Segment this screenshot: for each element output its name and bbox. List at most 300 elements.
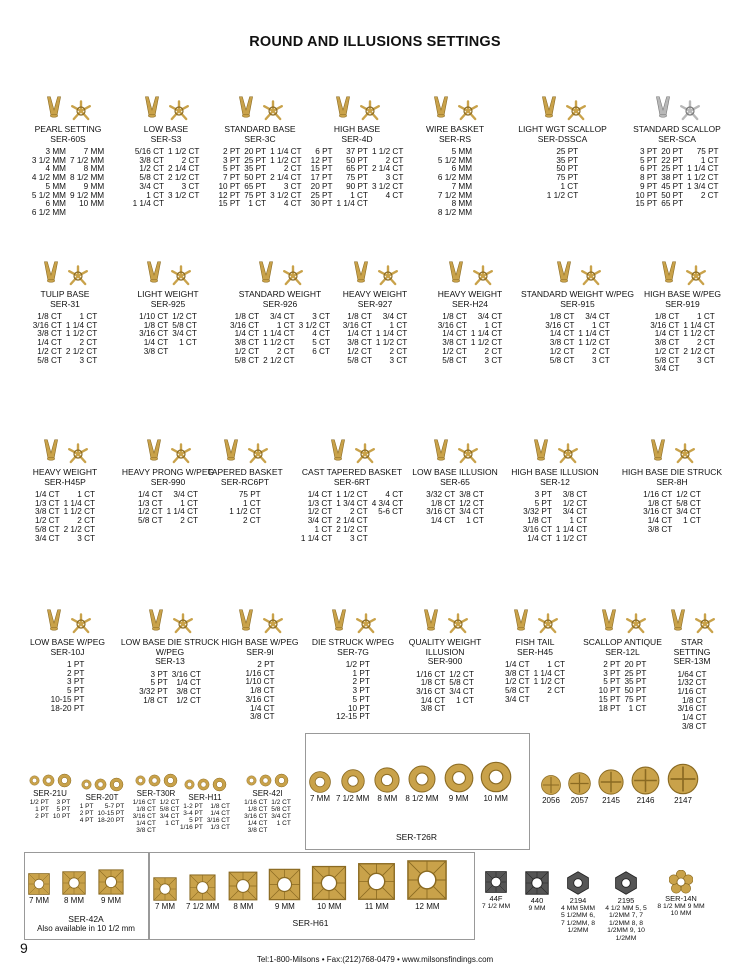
size-value: 1/16 CT bbox=[244, 798, 268, 806]
size-value: 10-15 PT bbox=[50, 694, 85, 704]
size-value: 18-20 PT bbox=[97, 816, 125, 824]
size-value: 3/8 CT bbox=[136, 826, 156, 834]
size-value: 1 CT bbox=[146, 190, 164, 200]
size-value: 12 PT bbox=[218, 190, 241, 200]
setting-code: SER-RS bbox=[438, 133, 472, 144]
size-value: 1/4 CT bbox=[549, 329, 575, 339]
size-list bbox=[205, 148, 315, 209]
size-value: 1/4 CT bbox=[176, 678, 201, 688]
setting-item bbox=[312, 85, 402, 209]
size-list bbox=[520, 313, 635, 365]
t26r-size-label: 10 MM bbox=[483, 794, 508, 803]
small-code: SER-20T bbox=[85, 793, 119, 802]
disc-icon bbox=[630, 765, 661, 796]
size-value: 3/16 CT bbox=[171, 669, 201, 679]
size-value: 1 CT bbox=[314, 524, 333, 534]
size-value: 3/16 CT bbox=[206, 816, 230, 824]
size-value: 1 CT bbox=[79, 312, 98, 321]
size-value: 2 1/2 CT bbox=[683, 346, 715, 356]
button-label: 2145 bbox=[602, 796, 620, 805]
size-value: 1/2 CT bbox=[562, 498, 588, 508]
size-value: 3/4 CT bbox=[307, 516, 333, 526]
ser-h61-size: 7 MM bbox=[155, 902, 175, 911]
setting-code: SER-H45 bbox=[517, 646, 553, 657]
button-setting-cell bbox=[597, 768, 625, 805]
size-value: 1/10 CT bbox=[139, 312, 169, 321]
size-value: 5 PT bbox=[223, 164, 241, 174]
size-value: 1/8 CT bbox=[234, 312, 260, 321]
setting-name: HEAVY WEIGHT bbox=[32, 467, 98, 477]
setting-name: FISH TAIL bbox=[515, 637, 555, 647]
page-title: ROUND AND ILLUSIONS SETTINGS bbox=[249, 34, 501, 50]
product-photo bbox=[330, 250, 420, 288]
size-value: 1 3/4 CT bbox=[336, 498, 368, 508]
size-value: 5/8 CT bbox=[159, 805, 180, 813]
setting-code: SER-60S bbox=[50, 133, 86, 144]
size-value: 3/8 CT bbox=[562, 490, 588, 499]
size-value: 25 PT bbox=[661, 164, 684, 174]
size-value: 4 3/4 CT bbox=[371, 498, 404, 508]
product-photo bbox=[220, 598, 300, 636]
setting-code: SER-4D bbox=[341, 133, 373, 144]
size-list bbox=[118, 491, 218, 526]
size-value: 3 PT bbox=[603, 668, 621, 678]
ser-t26r-code: SER-T26R bbox=[395, 832, 438, 842]
size-value: 1 CT bbox=[569, 516, 588, 526]
size-value: 1 CT bbox=[683, 516, 701, 526]
ser-h61-cell bbox=[405, 858, 449, 911]
disc-icon bbox=[373, 766, 401, 794]
disc-icon bbox=[135, 775, 146, 786]
size-value: 25 PT bbox=[244, 155, 267, 165]
size-value: 2 1/4 CT bbox=[270, 173, 302, 183]
size-value: 6 PT bbox=[315, 147, 333, 156]
product-photo bbox=[118, 85, 214, 123]
setting-name: WIRE BASKET bbox=[425, 124, 485, 134]
size-value: 1 1/2 CT bbox=[65, 329, 98, 339]
size-value: 3/32 PT bbox=[139, 686, 168, 696]
setting-icon bbox=[430, 434, 452, 466]
size-list bbox=[625, 313, 740, 374]
size-value: 1 1/2 CT bbox=[63, 507, 95, 517]
setting-top-icon bbox=[556, 442, 580, 466]
small-code: SER-H11 bbox=[188, 793, 222, 802]
size-value: 2 PT bbox=[35, 812, 49, 820]
small-setting-item bbox=[180, 776, 230, 831]
small-setting-item bbox=[240, 772, 295, 834]
size-list bbox=[612, 148, 742, 209]
size-value: 3/16 CT bbox=[342, 320, 372, 330]
size-value: 10-15 PT bbox=[97, 809, 125, 817]
misc-row bbox=[478, 870, 706, 942]
square-setting-icon bbox=[613, 870, 639, 896]
ser-h61-size: 8 MM bbox=[233, 902, 254, 911]
setting-top-icon bbox=[261, 99, 285, 123]
setting-icon bbox=[530, 434, 552, 466]
setting-name: DIE STRUCK W/PEG bbox=[311, 637, 395, 647]
size-value: 2 CT bbox=[79, 338, 98, 348]
setting-code: SER-915 bbox=[560, 298, 595, 309]
size-value: 1 1/4 CT bbox=[65, 320, 98, 330]
setting-top-icon bbox=[456, 442, 480, 466]
setting-top-icon bbox=[624, 612, 648, 636]
square-setting-icon bbox=[188, 873, 217, 902]
size-value: 1/2 CT bbox=[138, 507, 163, 517]
misc-label: 44F bbox=[489, 894, 503, 903]
setting-item bbox=[115, 598, 225, 705]
size-value: 1/16 CT bbox=[643, 490, 673, 499]
setting-icon bbox=[598, 604, 620, 636]
size-value: 1/2 CT bbox=[505, 677, 530, 687]
setting-item bbox=[220, 598, 300, 722]
setting-code: SER-3C bbox=[244, 133, 276, 144]
size-value: 3/16 CT bbox=[643, 507, 673, 517]
size-value: 1/2 CT bbox=[449, 669, 474, 679]
size-value: 3 CT bbox=[312, 312, 330, 321]
size-value: 7 MM bbox=[83, 147, 105, 156]
setting-code: SER-13M bbox=[673, 656, 711, 666]
setting-item bbox=[520, 250, 635, 365]
setting-icon bbox=[327, 434, 349, 466]
size-value: 1 1/4 CT bbox=[533, 668, 565, 678]
size-value: 1/2 CT bbox=[37, 346, 62, 356]
size-value: 22 PT bbox=[661, 155, 684, 165]
size-value: 18 PT bbox=[598, 703, 621, 713]
size-value: 1/2 CT bbox=[459, 498, 484, 508]
size-list bbox=[575, 661, 670, 713]
size-value: 5 MM bbox=[451, 147, 473, 156]
setting-item bbox=[330, 250, 420, 365]
size-value: 1/4 CT bbox=[430, 516, 456, 526]
size-value: 1/8 CT bbox=[527, 516, 552, 526]
setting-icon bbox=[420, 604, 442, 636]
setting-code: SER-927 bbox=[357, 298, 393, 309]
size-value: 2 PT bbox=[67, 668, 85, 678]
setting-top-icon bbox=[353, 442, 377, 466]
size-value: 2 PT bbox=[352, 677, 370, 687]
size-value: 2 CT bbox=[700, 190, 719, 200]
size-value: 50 PT bbox=[346, 155, 368, 165]
size-value: 3 CT bbox=[592, 355, 610, 365]
size-value: 3/16 CT bbox=[245, 694, 275, 704]
size-value: 10 PT bbox=[598, 686, 621, 696]
size-value: 3 CT bbox=[484, 355, 503, 365]
size-value: 3/4 CT bbox=[172, 329, 197, 339]
disc-icon bbox=[340, 768, 366, 794]
misc-label: 2195 bbox=[617, 896, 635, 905]
ser-h61-size: 10 MM bbox=[317, 902, 342, 911]
size-value: 1 CT bbox=[242, 498, 261, 508]
size-value: 5/8 CT bbox=[37, 355, 62, 365]
disc-icon bbox=[567, 771, 592, 796]
size-value: 1 1/2 CT bbox=[546, 190, 579, 200]
setting-code: SER-919 bbox=[665, 298, 700, 309]
size-value: 2 1/2 CT bbox=[65, 346, 98, 356]
disc-icon bbox=[29, 775, 40, 786]
ser-h61-cell bbox=[310, 864, 348, 911]
size-value: 1/2 PT bbox=[29, 798, 49, 806]
setting-icon bbox=[40, 434, 62, 466]
disc-icon bbox=[81, 779, 92, 790]
size-value: 3/16 CT bbox=[426, 507, 456, 517]
size-value: 1/4 CT bbox=[420, 695, 446, 705]
size-value: 5/8 CT bbox=[139, 173, 164, 183]
size-value: 3 1/2 MM bbox=[31, 155, 66, 165]
size-value: 75 PT bbox=[244, 190, 267, 200]
t26r-size-label: 8 MM bbox=[377, 794, 398, 803]
setting-item bbox=[20, 598, 115, 713]
size-value: 1/3 CT bbox=[138, 498, 163, 508]
size-value: 4 CT bbox=[385, 490, 404, 499]
size-value: 3/4 CT bbox=[449, 686, 474, 696]
setting-icon bbox=[647, 434, 669, 466]
size-value: 1/2 CT bbox=[307, 507, 333, 517]
size-value: 2 CT bbox=[276, 346, 295, 356]
size-value: 6 1/2 MM bbox=[437, 173, 473, 183]
disc-icon bbox=[184, 779, 195, 790]
size-value: 20 PT bbox=[244, 147, 267, 156]
size-value bbox=[168, 200, 199, 209]
setting-top-icon bbox=[261, 612, 285, 636]
setting-icon bbox=[430, 91, 452, 123]
size-value: 1 CT bbox=[165, 819, 180, 827]
size-value: 3/4 CT bbox=[585, 312, 610, 321]
product-photo bbox=[20, 250, 110, 288]
setting-top-icon bbox=[678, 99, 702, 123]
size-value: 1/8 CT bbox=[247, 805, 268, 813]
small-size-list bbox=[240, 799, 295, 834]
size-value: 10 MM bbox=[79, 199, 105, 209]
product-photo bbox=[612, 85, 742, 123]
ser-h61-cell bbox=[186, 873, 219, 911]
size-value: 1 CT bbox=[466, 516, 484, 526]
t26r-size-cell bbox=[479, 760, 513, 803]
size-value: 50 PT bbox=[661, 190, 684, 200]
setting-top-icon bbox=[673, 442, 697, 466]
setting-name: STANDARD WEIGHT W/PEG bbox=[520, 289, 635, 299]
size-value: 5-7 PT bbox=[104, 802, 125, 810]
square-setting-icon bbox=[310, 864, 348, 902]
size-value: 3/32 PT bbox=[523, 507, 552, 517]
size-value: 5/8 CT bbox=[172, 320, 197, 330]
size-value: 1/4 CT bbox=[138, 490, 163, 499]
setting-item bbox=[118, 428, 218, 526]
disc-icon bbox=[42, 774, 55, 787]
setting-code: SER-12L bbox=[605, 646, 640, 657]
setting-item bbox=[225, 250, 335, 365]
size-value: 1 1/2 CT bbox=[533, 677, 565, 687]
size-value: 3/4 CT bbox=[269, 312, 295, 321]
size-value: 1/4 CT bbox=[442, 329, 467, 339]
size-value: 1 1/4 CT bbox=[166, 507, 198, 517]
size-value: 1 CT bbox=[547, 660, 565, 669]
size-value: 4 MM bbox=[45, 164, 66, 174]
setting-icon bbox=[43, 91, 65, 123]
size-value: 1/3 CT bbox=[307, 498, 333, 508]
size-value: 9 1/2 MM bbox=[70, 190, 105, 200]
square-setting-icon bbox=[356, 861, 397, 902]
size-value: 2 CT bbox=[242, 516, 261, 526]
size-value: 2 CT bbox=[697, 338, 715, 348]
setting-name: HEAVY WEIGHT bbox=[342, 289, 408, 299]
size-value: 8 MM bbox=[451, 199, 473, 209]
size-value: 5 CT bbox=[312, 338, 330, 348]
size-value: 5/8 CT bbox=[505, 686, 530, 696]
size-list bbox=[330, 313, 420, 365]
size-value: 1 1/4 CT bbox=[470, 329, 503, 339]
setting-name: HIGH BASE W/PEG bbox=[221, 637, 299, 647]
size-value: 3/16 CT bbox=[522, 524, 552, 534]
setting-item bbox=[20, 85, 116, 218]
small-code: SER-21U bbox=[33, 789, 67, 798]
size-list bbox=[420, 313, 520, 365]
product-photo bbox=[505, 428, 605, 466]
size-list bbox=[115, 671, 225, 706]
setting-top-icon bbox=[167, 99, 191, 123]
setting-item bbox=[118, 85, 214, 209]
size-value: 3/16 CT bbox=[244, 812, 268, 820]
size-value: 1 PT bbox=[352, 668, 370, 678]
size-value: 2 CT bbox=[389, 346, 408, 356]
size-value: 5-6 CT bbox=[378, 507, 404, 517]
size-value: 1/2 CT bbox=[172, 312, 197, 321]
misc-setting-cell bbox=[478, 870, 514, 910]
size-value: 1/8 CT bbox=[647, 498, 673, 508]
size-value: 5/8 CT bbox=[35, 524, 60, 534]
size-value: 1 1/2 CT bbox=[371, 147, 404, 156]
setting-name: STANDARD SCALLOP bbox=[633, 124, 721, 134]
product-photo bbox=[410, 428, 500, 466]
size-value: 1/8 CT bbox=[37, 312, 62, 321]
size-value: 3/4 CT bbox=[477, 312, 503, 321]
size-value: 3/16 CT bbox=[650, 320, 680, 330]
setting-top-icon bbox=[693, 612, 717, 636]
setting-icon bbox=[235, 604, 257, 636]
size-value bbox=[534, 696, 565, 705]
buttons-row bbox=[540, 762, 700, 805]
size-value: 1 1/2 CT bbox=[687, 173, 719, 183]
setting-code: SER-990 bbox=[150, 476, 186, 487]
product-photo bbox=[20, 428, 110, 466]
size-value: 2 PT bbox=[603, 660, 621, 669]
product-photo bbox=[575, 598, 670, 636]
button-setting-cell bbox=[666, 762, 700, 805]
size-value: 3/8 CT bbox=[176, 686, 201, 696]
size-value: 1 1/2 CT bbox=[555, 533, 588, 543]
setting-top-icon bbox=[564, 99, 588, 123]
small-size-list bbox=[78, 803, 126, 824]
size-value: 3/4 CT bbox=[382, 312, 408, 321]
size-value: 2 CT bbox=[77, 516, 95, 526]
setting-item bbox=[505, 428, 605, 543]
setting-top-icon bbox=[69, 99, 93, 123]
size-value: 4 CT bbox=[312, 329, 330, 339]
size-value: 1/16 CT bbox=[416, 669, 446, 679]
size-value: 5 MM bbox=[45, 181, 66, 191]
size-value: 3/4 CT bbox=[173, 490, 198, 499]
t26r-size-cell bbox=[443, 762, 475, 803]
size-value: 1 1/4 CT bbox=[578, 329, 610, 339]
size-value: 65 PT bbox=[346, 164, 368, 174]
setting-icon bbox=[328, 604, 350, 636]
size-value: 1 CT bbox=[276, 819, 291, 827]
size-value: 1/2 CT bbox=[654, 346, 680, 356]
size-value: 35 PT bbox=[624, 677, 647, 687]
size-value: 3/8 CT bbox=[420, 704, 446, 714]
ser-h61-code: SER-H61 bbox=[292, 918, 329, 928]
size-value: 3 CT bbox=[385, 173, 404, 183]
ser-42a-size: 9 MM bbox=[101, 896, 121, 905]
setting-item bbox=[420, 250, 520, 365]
ser-42a-cell bbox=[61, 870, 87, 905]
product-photo bbox=[490, 598, 580, 636]
size-value: 1 1/2 CT bbox=[683, 329, 715, 339]
size-value: 3 CT bbox=[349, 533, 368, 543]
size-value: 2 CT bbox=[385, 155, 404, 165]
size-value: 75 PT bbox=[624, 694, 647, 704]
setting-top-icon bbox=[358, 99, 382, 123]
size-value: 3/8 CT bbox=[249, 712, 275, 722]
size-value: 1/16 CT bbox=[245, 668, 275, 678]
size-value: 1 PT bbox=[79, 802, 94, 810]
setting-code: SER-8H bbox=[656, 476, 688, 487]
size-value: 3/8 CT bbox=[459, 490, 484, 499]
setting-name: HEAVY WEIGHT bbox=[437, 289, 503, 299]
size-value: 4 1/2 MM bbox=[31, 173, 66, 183]
size-value: 3/4 CT bbox=[159, 812, 180, 820]
size-value: 50 PT bbox=[244, 173, 267, 183]
size-value: 12 PT bbox=[310, 155, 333, 165]
product-photo bbox=[118, 428, 218, 466]
size-value: 1/8 CT bbox=[143, 695, 168, 705]
size-value: 2 CT bbox=[180, 516, 198, 526]
size-value: 1/4 CT bbox=[681, 713, 707, 723]
size-value: 1 1/2 CT bbox=[263, 338, 295, 348]
t26r-size-cell bbox=[308, 770, 332, 803]
size-value: 5/8 CT bbox=[654, 355, 680, 365]
size-value: 1/4 CT bbox=[234, 329, 260, 339]
size-value: 3 CT bbox=[697, 355, 715, 365]
setting-icon bbox=[255, 256, 277, 288]
size-value: 5/8 CT bbox=[138, 516, 163, 526]
misc-sub: 8 1/2 MM 9 MM 10 MM bbox=[657, 903, 705, 918]
setting-item bbox=[662, 598, 722, 731]
square-setting-icon bbox=[152, 876, 178, 902]
size-value: 1/16 CT bbox=[677, 686, 707, 696]
size-value: 1 1/4 CT bbox=[683, 320, 715, 330]
product-photo bbox=[205, 85, 315, 123]
button-label: 2056 bbox=[542, 796, 560, 805]
size-value: 1 1/2 CT bbox=[470, 338, 503, 348]
size-value: 3-4 PT bbox=[183, 809, 203, 817]
setting-name: QUALITY WEIGHT ILLUSION bbox=[408, 637, 482, 657]
size-list bbox=[220, 661, 300, 722]
setting-code: SER-H45P bbox=[44, 476, 86, 487]
setting-code: SER-13 bbox=[155, 656, 185, 666]
product-photo bbox=[118, 250, 218, 288]
setting-item bbox=[292, 428, 412, 543]
size-value: 9 MM bbox=[83, 181, 105, 191]
size-value: 50 PT bbox=[624, 686, 647, 696]
setting-icon bbox=[143, 256, 165, 288]
size-value: 3/16 CT bbox=[32, 320, 62, 330]
size-value: 15 PT bbox=[218, 199, 241, 209]
page-number: 9 bbox=[20, 940, 28, 956]
size-value: 3 MM bbox=[45, 147, 66, 156]
size-value: 2 PT bbox=[223, 147, 241, 156]
size-value: 1 CT bbox=[456, 695, 474, 705]
size-value: 2 CT bbox=[349, 507, 368, 517]
